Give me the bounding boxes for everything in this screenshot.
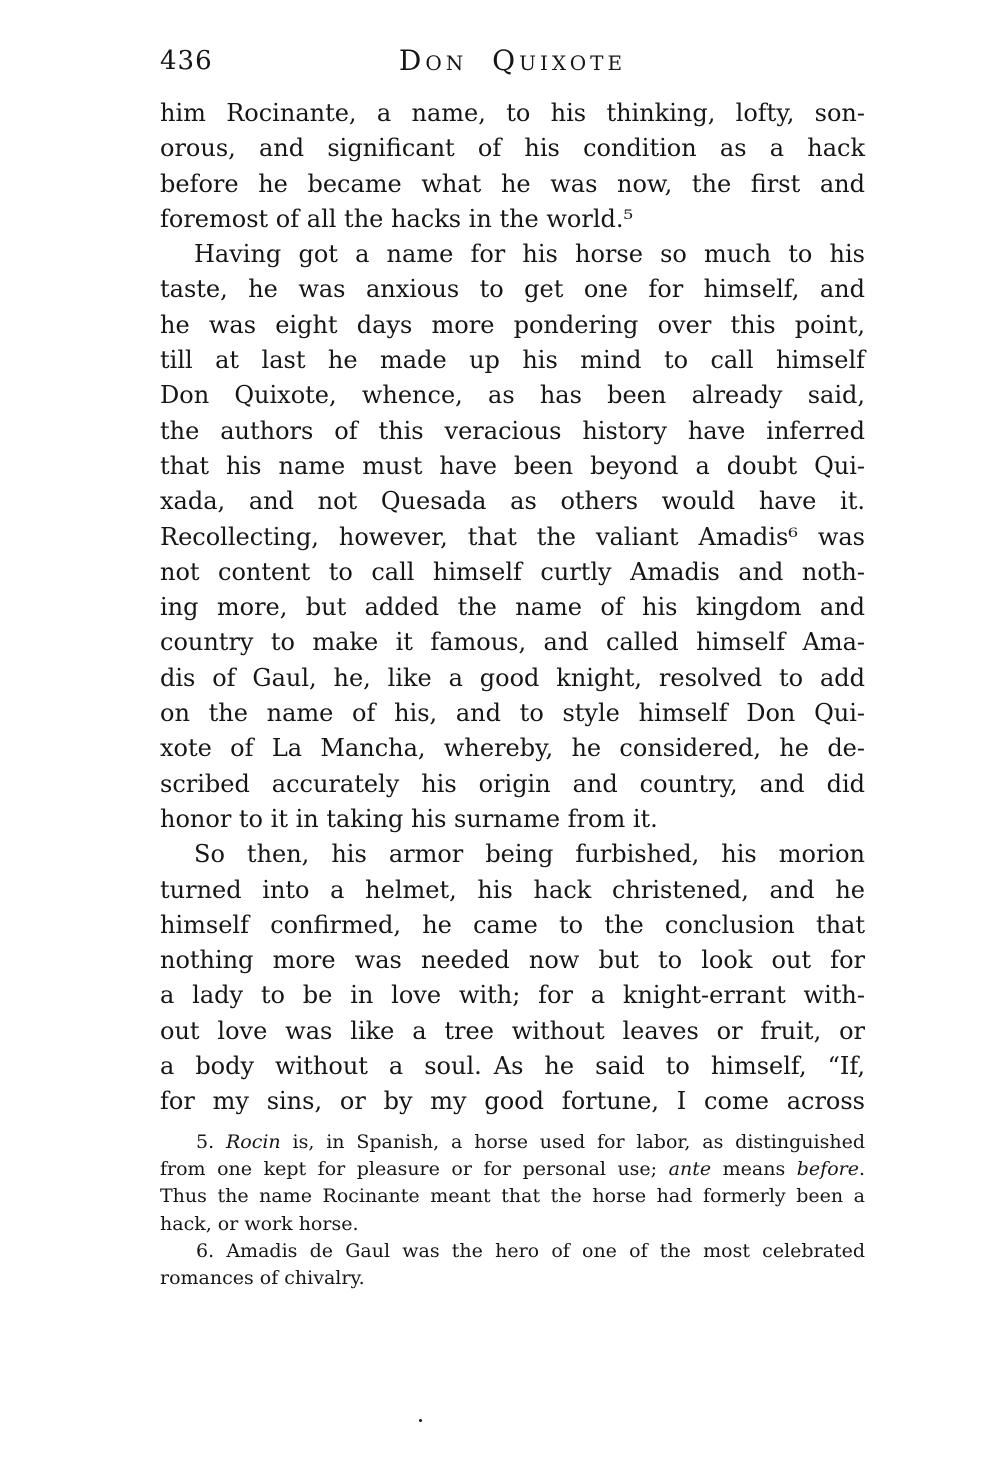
text-line: on the name of his, and to style himself Don Qui- bbox=[160, 699, 865, 728]
footnotes bbox=[160, 1129, 865, 1292]
paragraph bbox=[160, 237, 865, 837]
text-line: Thus the name Rocinante meant that the horse had formerly been a bbox=[160, 1185, 865, 1208]
text-line: himself confirmed, he came to the conclusion that bbox=[160, 910, 865, 939]
page-header bbox=[160, 46, 865, 80]
paragraph bbox=[160, 837, 865, 1119]
scan-artifact-dot bbox=[419, 1419, 422, 1422]
text-line: hack, or work horse. bbox=[160, 1212, 359, 1235]
text-line: romances of chivalry. bbox=[160, 1267, 365, 1290]
text-line: Having got a name for his horse so much to his bbox=[194, 240, 865, 269]
text-line: honor to it in taking his surname from it. bbox=[160, 804, 658, 833]
text-line: for my sins, or by my good fortune, I come across bbox=[160, 1087, 865, 1116]
footnote-6 bbox=[160, 1238, 865, 1292]
text-line: scribed accurately his origin and country, and did bbox=[160, 769, 865, 798]
footnote-text: . bbox=[858, 1158, 866, 1181]
text-line: Don Quixote, whence, as has been already said, bbox=[160, 381, 865, 410]
text-line: dis of Gaul, he, like a good knight, resolved to add bbox=[160, 663, 865, 692]
text-line: orous, and significant of his condition as a hack bbox=[160, 134, 865, 163]
footnote-text: is, in Spanish, a horse used for labor, as distinguished bbox=[280, 1131, 865, 1153]
footnote-text: from one kept for pleasure or for personal use; bbox=[160, 1158, 669, 1181]
text-line bbox=[160, 1129, 865, 1156]
text-line: a lady to be in love with; for a knight-errant with- bbox=[160, 981, 865, 1010]
text-line: him Rocinante, a name, to his thinking, lofty, son- bbox=[160, 99, 865, 127]
footnote-number: 5. bbox=[196, 1131, 226, 1153]
text-line: xada, and not Quesada as others would have it. bbox=[160, 487, 865, 516]
text-line: out love was like a tree without leaves or fruit, or bbox=[160, 1016, 865, 1045]
text-line: a body without a soul. As he said to himself, “If, bbox=[160, 1052, 865, 1081]
italic-term: ante bbox=[668, 1158, 712, 1181]
footnote-text: means bbox=[711, 1158, 797, 1181]
text-line: not content to call himself curtly Amadis and noth- bbox=[160, 557, 865, 586]
text-line: xote of La Mancha, whereby, he considered, he de- bbox=[160, 734, 865, 763]
text-line: turned into a helmet, his hack christened, and he bbox=[160, 875, 865, 904]
footnote-5 bbox=[160, 1129, 865, 1238]
body-text bbox=[160, 96, 865, 1120]
text-line: ing more, but added the name of his kingdom and bbox=[160, 593, 865, 622]
text-line: taste, he was anxious to get one for himself, and bbox=[160, 275, 865, 304]
text-line: till at last he made up his mind to call himself bbox=[160, 346, 865, 375]
text-line: So then, his armor being furbished, his morion bbox=[194, 840, 865, 869]
text-line: that his name must have been beyond a doubt Qui- bbox=[160, 451, 865, 480]
text-line: country to make it famous, and called himself Ama- bbox=[160, 628, 865, 657]
paragraph bbox=[160, 96, 865, 237]
text-line: the authors of this veracious history have inferred bbox=[160, 416, 865, 445]
text-line bbox=[160, 1156, 865, 1183]
text-line: he was eight days more pondering over this point, bbox=[160, 310, 865, 339]
italic-term: Rocin bbox=[225, 1131, 281, 1153]
running-title: Don Quixote bbox=[398, 44, 627, 77]
page-number: 436 bbox=[160, 46, 213, 76]
text-line: 6. Amadis de Gaul was the hero of one of the most celebrated bbox=[196, 1239, 865, 1262]
text-line: before he became what he was now, the first and bbox=[160, 169, 865, 198]
text-line: nothing more was needed now but to look out for bbox=[160, 946, 865, 975]
text-line: foremost of all the hacks in the world.⁵ bbox=[160, 204, 634, 233]
italic-term: before bbox=[796, 1158, 859, 1181]
text-line: Recollecting, however, that the valiant Amadis⁶ was bbox=[160, 522, 865, 551]
